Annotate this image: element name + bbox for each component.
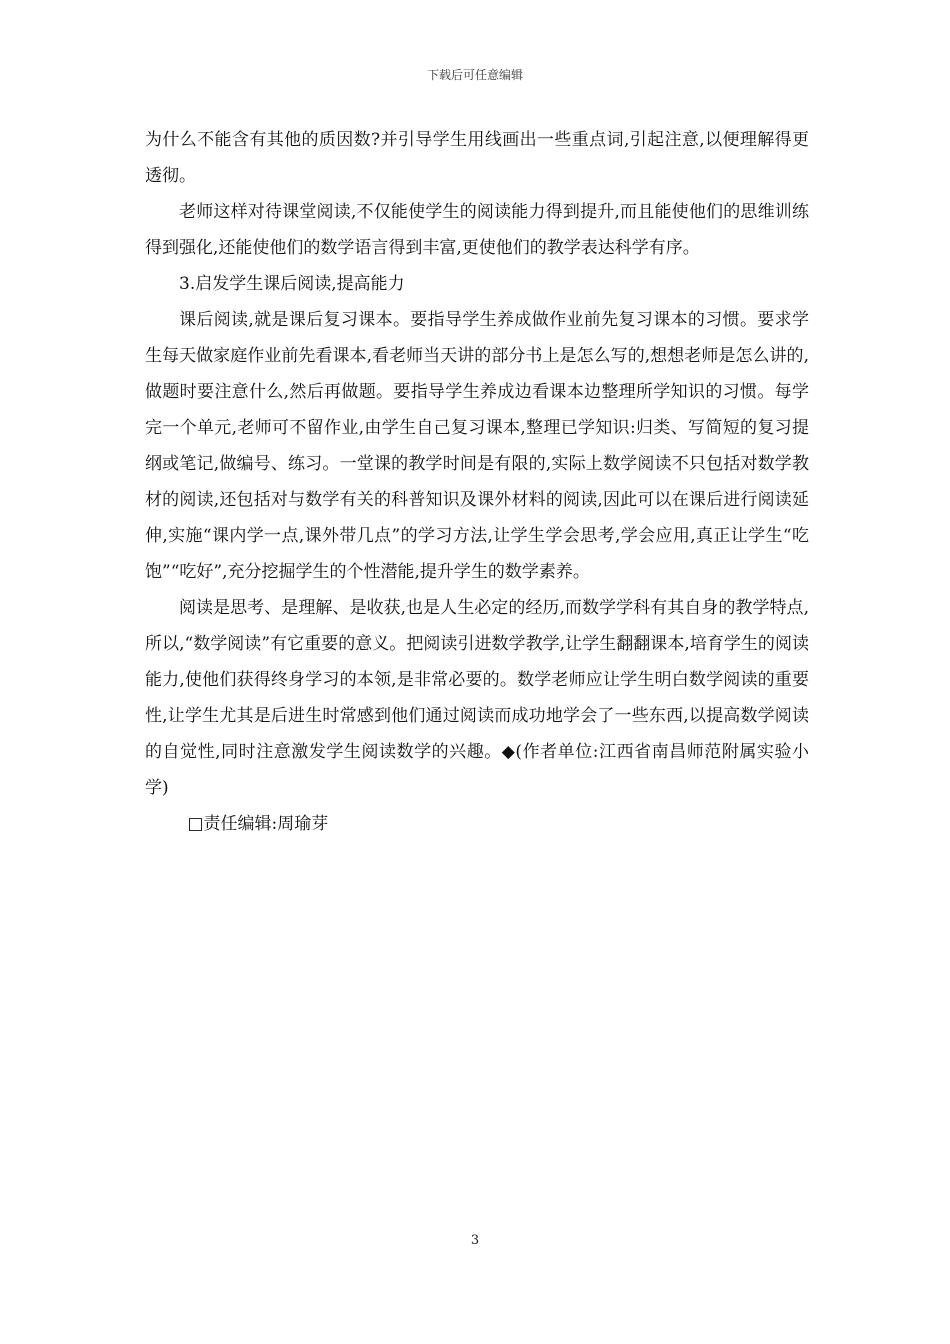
page-number: 3 (470, 1233, 480, 1248)
page-header: 下载后可任意编辑 (426, 68, 523, 82)
paragraph-1: 为什么不能含有其他的质因数?并引导学生用线画出一些重点词,引起注意,以便理解得更透彻。 (145, 130, 809, 186)
section-heading: 3.启发学生课后阅读,提高能力 (179, 274, 405, 294)
article-body (145, 122, 809, 842)
paragraph-3: 课后阅读,就是课后复习课本。要指导学生养成做作业前先复习课本的习惯。要求学生每天做家庭作业前先看课本,看老师当天讲的部分书上是怎么写的,想想老师是怎么讲的,做题时要注意什么,然后再做题。要指导学生养成边看课本边整理所学知识的习惯。每学完一个单元,老师可不留作业,由学生自己复习课本,整理已学知识:归类、写简短的复习提纲或笔记,做编号、练习。一堂课的教学时间是有限的,实际上数学阅读不只包括对数学教材的阅读,还包括对与数学有关的科普知识及课外材料的阅读,因此可以在课后进行阅读延伸,实施“课内学一点,课外带几点”的学习方法,让学生学会思考,学会应用,真正让学生“吃饱”“吃好”,充分挖掘学生的个性潜能,提升学生的数学素养。 (145, 310, 809, 582)
editor-credit: □责任编辑:周瑜芽 (187, 814, 329, 834)
paragraph-2: 老师这样对待课堂阅读,不仅能使学生的阅读能力得到提升,而且能使他们的思维训练得到强化,还能使他们的数学语言得到丰富,更使他们的教学表达科学有序。 (145, 202, 809, 258)
paragraph-4: 阅读是思考、是理解、是收获,也是人生必定的经历,而数学学科有其自身的教学特点,所以,“数学阅读”有它重要的意义。把阅读引进数学教学,让学生翻翻课本,培育学生的阅读能力,使他们获得终身学习的本领,是非常必要的。数学老师应让学生明白数学阅读的重要性,让学生尤其是后进生时常感到他们通过阅读而成功地学会了一些东西,以提高数学阅读的自觉性,同时注意激发学生阅读数学的兴趣。◆(作者单位:江西省南昌师范附属实验小学) (145, 598, 809, 798)
